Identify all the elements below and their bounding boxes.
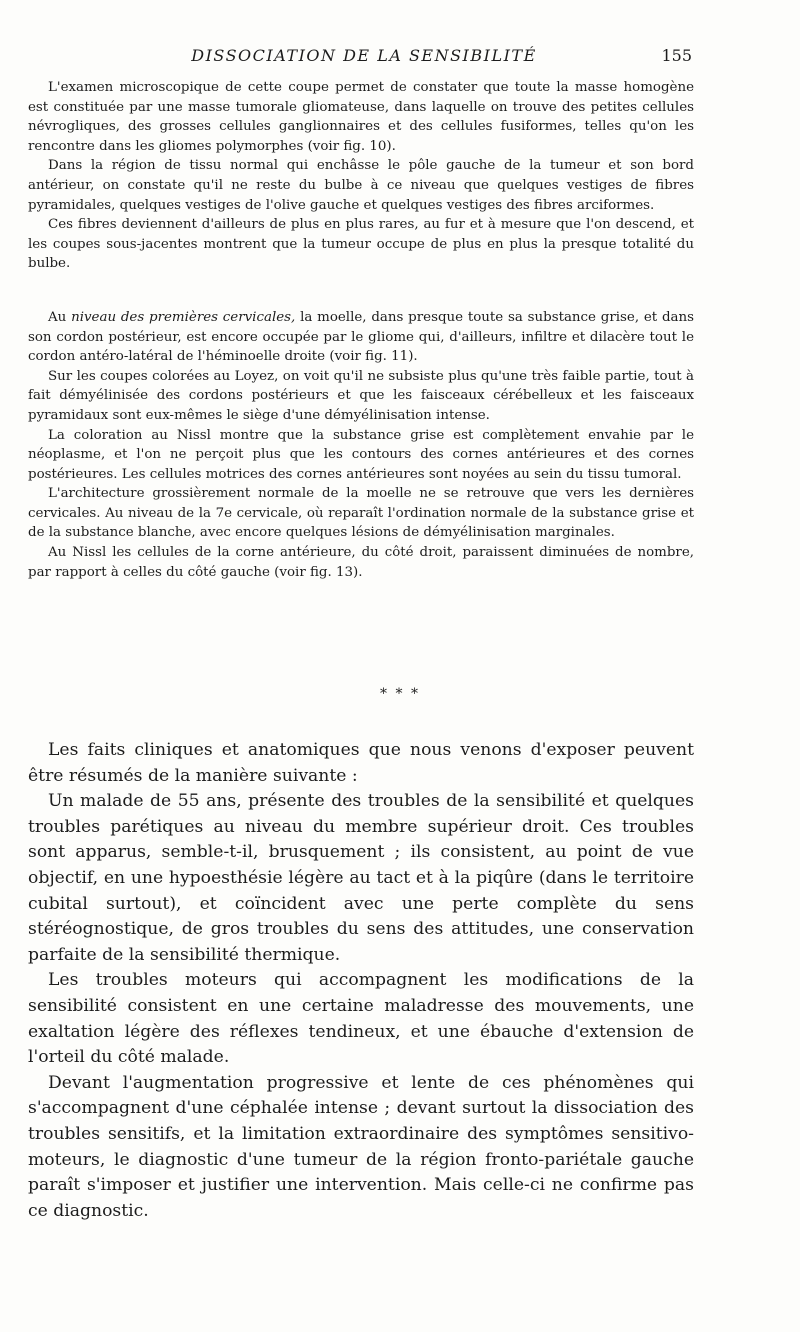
small-print-section (28, 78, 694, 582)
page-header (28, 46, 700, 70)
running-title: DISSOCIATION DE LA SENSIBILITÉ (191, 46, 537, 65)
paragraph: Au Nissl les cellules de la corne antérieure, du côté droit, paraissent diminuées de nombre, par rapport à celles du côté gauche (voir fig. 13). (28, 545, 694, 580)
paragraph-lead: Au (48, 309, 72, 325)
paragraph: L'architecture grossièrement normale de la moelle ne se retrouve que vers les dernières cervicales. Au niveau de la 7e cervicale, où reparaît l'ordination normale de la substance grise et de la substance blanche, avec encore quelques lésions de démyélinisation marginales. (28, 486, 694, 541)
paragraph: Devant l'augmentation progressive et lente de ces phénomènes qui s'accompagnent d'une céphalée intense ; devant surtout la dissociation des troubles sensitifs, et la limitation extraordinaire des symptômes sensitivo-moteurs, le diagnostic d'une tumeur de la région fronto-pariétale gauche paraît s'imposer et justifier une intervention. Mais celle-ci ne confirme pas ce diagnostic. (28, 1072, 694, 1221)
paragraph (28, 308, 694, 367)
paragraph: La coloration au Nissl montre que la substance grise est complètement envahie par le néoplasme, et l'on ne perçoit plus que les contours des cornes antérieures et des cornes postérieures. Les cellules motrices des cornes antérieures sont noyées au sein du tissu tumoral. (28, 427, 694, 482)
summary-section (28, 738, 694, 1224)
section-separator: * * * (380, 686, 420, 702)
page-number: 155 (661, 46, 692, 65)
paragraph: Les faits cliniques et anatomiques que nous venons d'exposer peuvent être résumés de la manière suivante : (28, 740, 694, 786)
paragraph: Dans la région de tissu normal qui enchâsse le pôle gauche de la tumeur et son bord antérieur, on constate qu'il ne reste du bulbe à ce niveau que quelques vestiges de fibres pyramidales, quelques vestiges de l'olive gauche et quelques vestiges des fibres arciformes. (28, 158, 694, 213)
paragraph: Ces fibres deviennent d'ailleurs de plus en plus rares, au fur et à mesure que l'on descend, et les coupes sous-jacentes montrent que la tumeur occupe de plus en plus la presque totalité du bulbe. (28, 217, 694, 272)
emphasis: niveau des premières cervicales, (71, 309, 296, 325)
paragraph: Un malade de 55 ans, présente des troubles de la sensibilité et quelques troubles parétiques au niveau du membre supérieur droit. Ces troubles sont apparus, semble-t-il, brusquement ; ils consistent, au point de vue objectif, en une hypoesthésie légère au tact et à la piqûre (dans le territoire cubital surtout), et coïncident avec une perte complète du sens stéréognostique, de gros troubles du sens des attitudes, une conservation parfaite de la sensibilité thermique. (28, 791, 694, 965)
paragraph: Sur les coupes colorées au Loyez, on voit qu'il ne subsiste plus qu'une très faible partie, tout à fait démyélinisée des cordons postérieurs et que les faisceaux cérébelleux et les faisceaux pyramidaux sont eux-mêmes le siège d'une démyélinisation intense. (28, 368, 694, 423)
paragraph: L'examen microscopique de cette coupe permet de constater que toute la masse homogène est constituée par une masse tumorale gliomateuse, dans laquelle on trouve des petites cellules névrogliques, des grosses cellules ganglionnaires et des cellules fusiformes, telles qu'on les rencontre dans les gliomes polymorphes (voir fig. 10). (28, 80, 694, 154)
paragraph-rest: la moelle, dans presque toute sa substance grise, et dans son cordon postérieur, est encore occupée par le gliome qui, d'ailleurs, infiltre et dilacère tout le cordon antéro-latéral de l'héminoelle droite (voir fig. 11). (28, 309, 694, 365)
paragraph: Les troubles moteurs qui accompagnent les modifications de la sensibilité consistent en une certaine maladresse des mouvements, une exaltation légère des réflexes tendineux, et une ébauche d'extension de l'orteil du côté malade. (28, 970, 694, 1068)
